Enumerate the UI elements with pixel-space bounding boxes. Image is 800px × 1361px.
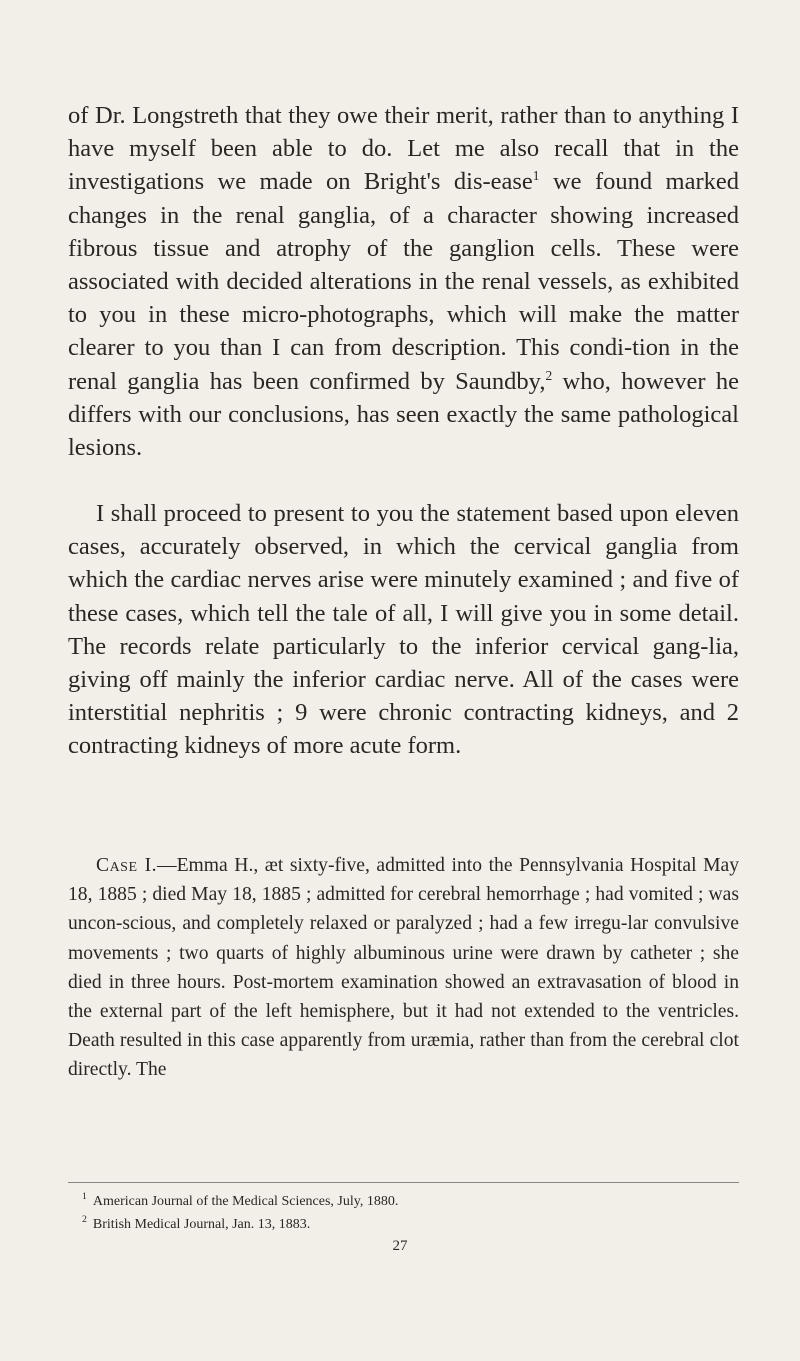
footnote-1-mark: 1 <box>82 1191 87 1203</box>
footnote-2-text: British Medical Journal, Jan. 13, 1883. <box>92 1217 311 1232</box>
paragraph-1-text-c: who, however he differs with our conclusions, has seen exactly the same pathological lesions. <box>68 367 740 462</box>
footnotes <box>82 1190 722 1236</box>
footnote-ref-1: 1 <box>532 168 540 184</box>
footnote-ref-2: 2 <box>545 367 553 383</box>
case-1-heading: Case I. <box>96 855 157 876</box>
paragraph-2 <box>68 497 739 763</box>
footnote-divider <box>68 1182 739 1183</box>
paragraph-1 <box>68 99 739 464</box>
footnote-2-mark: 2 <box>82 1214 87 1226</box>
footnote-2 <box>82 1213 722 1236</box>
paragraph-1-text-b: we found marked changes in the renal ganglia, of a character showing increased fibrous tissue and atrophy of the ganglion cells. These were associated with decided alterations in the renal vessels, as exhibited to you in these micro-photographs, which will make the matter clearer to you than I can from description. This condi-tion in the renal ganglia has been confirmed by Saundby, <box>68 168 739 395</box>
case-1-paragraph <box>68 851 739 1085</box>
footnote-1 <box>82 1190 722 1213</box>
paragraph-2-text: I shall proceed to present to you the statement based upon eleven cases, accurately observed, in which the cervical ganglia from which the cardiac nerves arise were minutely examined ; and five of these cases, which tell the tale of all, I will give you in some detail. The records relate particularly to the inferior cervical gang-lia, giving off mainly the inferior cardiac nerve. All of the cases were interstitial nephritis ; 9 were chronic contracting kidneys, and 2 contracting kidneys of more acute form. <box>68 500 739 760</box>
page-number: 27 <box>392 1238 408 1254</box>
footnote-1-text: American Journal of the Medical Sciences, July, 1880. <box>92 1194 399 1209</box>
paragraph-1-text-a: of Dr. Longstreth that they owe their merit, rather than to anything I have myself been able to do. Let me also recall that in the investigations we made on Bright's dis-ease <box>68 102 739 196</box>
case-1-text: —Emma H., æt sixty-five, admitted into the Pennsylvania Hospital May 18, 1885 ; died May 18, 1885 ; admitted for cerebral hemorrhage ; had vomited ; was uncon-scious, and completely relaxed or paralyzed ; had a few irregu-lar convulsive movements ; two quarts of highly albuminous urine were drawn by catheter ; she died in three hours. Post-mortem examination showed an extravasation of blood in the external part of the left hemisphere, but it had not extended to the ventricles. Death resulted in this case apparently from uræmia, rather than from the cerebral clot directly. The <box>68 855 739 1081</box>
